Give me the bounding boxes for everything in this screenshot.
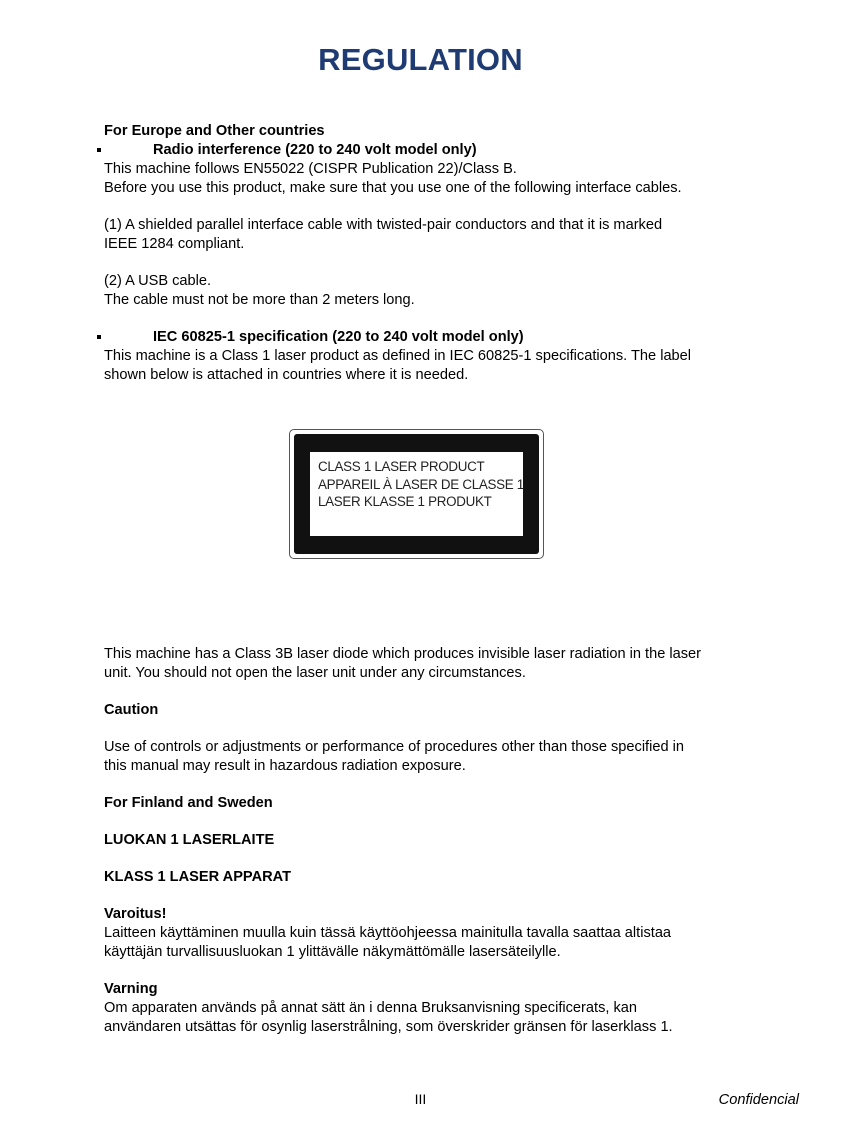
paragraph-line: användaren utsättas för osynlig laserstrålning, som överskrider gränsen för laserklass 1. [104,1019,673,1035]
paragraph-line: (2) A USB cable. [104,273,212,289]
paragraph-line: unit. You should not open the laser unit under any circumstances. [104,665,526,681]
paragraph-line: The cable must not be more than 2 meters long. [104,292,415,308]
paragraph-line: shown below is attached in countries where it is needed. [104,367,469,383]
label-line: APPAREIL À LASER DE CLASSE 1 [318,476,524,492]
label-line: LASER KLASSE 1 PRODUKT [318,494,492,509]
paragraph-line: This machine has a Class 3B laser diode which produces invisible laser radiation in the laser [104,646,702,662]
section-laser-safety [104,645,784,1037]
bullet-square-icon [97,148,101,152]
paragraph-line: Om apparaten används på annat sätt än i denna Bruksanvisning specificerats, kan [104,1000,637,1016]
bullet-square-icon [97,335,101,339]
section-heading-finland-sweden: For Finland and Sweden [104,795,273,811]
paragraph-line: Laitteen käyttäminen muulla kuin tässä käyttöohjeessa mainitulla tavalla saattaa altistaa [104,925,672,941]
section-heading-europe: For Europe and Other countries [104,123,325,139]
bullet-heading-radio: Radio interference (220 to 240 volt model only) [153,142,477,158]
paragraph-line: Use of controls or adjustments or performance of procedures other than those specified in [104,739,685,755]
paragraph-line: Before you use this product, make sure that you use one of the following interface cables. [104,180,682,196]
varning-heading: Varning [104,981,158,997]
section-europe [104,122,784,385]
laser-product-label [289,429,544,559]
paragraph-line: IEEE 1284 compliant. [104,236,245,252]
klass-heading: KLASS 1 LASER APPARAT [104,869,292,885]
label-text-area [310,452,523,536]
bullet-radio-interference [104,141,784,160]
paragraph-line: (1) A shielded parallel interface cable with twisted-pair conductors and that it is marked [104,217,663,233]
bullet-iec-specification [104,328,784,347]
paragraph-line: käyttäjän turvallisuusluokan 1 ylittävälle näkymättömälle lasersäteilylle. [104,944,561,960]
page-title: REGULATION [318,42,523,77]
confidential-mark: Confidencial [718,1092,799,1108]
bullet-heading-iec: IEC 60825-1 specification (220 to 240 volt model only) [153,329,524,345]
label-black-frame [294,434,539,554]
caution-heading: Caution [104,702,159,718]
page-number: III [414,1091,427,1107]
label-line: CLASS 1 LASER PRODUCT [318,459,485,474]
paragraph-line: this manual may result in hazardous radiation exposure. [104,758,466,774]
luokan-heading: LUOKAN 1 LASERLAITE [104,832,275,848]
varoitus-heading: Varoitus! [104,906,167,922]
paragraph-line: This machine follows EN55022 (CISPR Publication 22)/Class B. [104,161,517,177]
paragraph-line: This machine is a Class 1 laser product as defined in IEC 60825-1 specifications. The label [104,348,692,364]
